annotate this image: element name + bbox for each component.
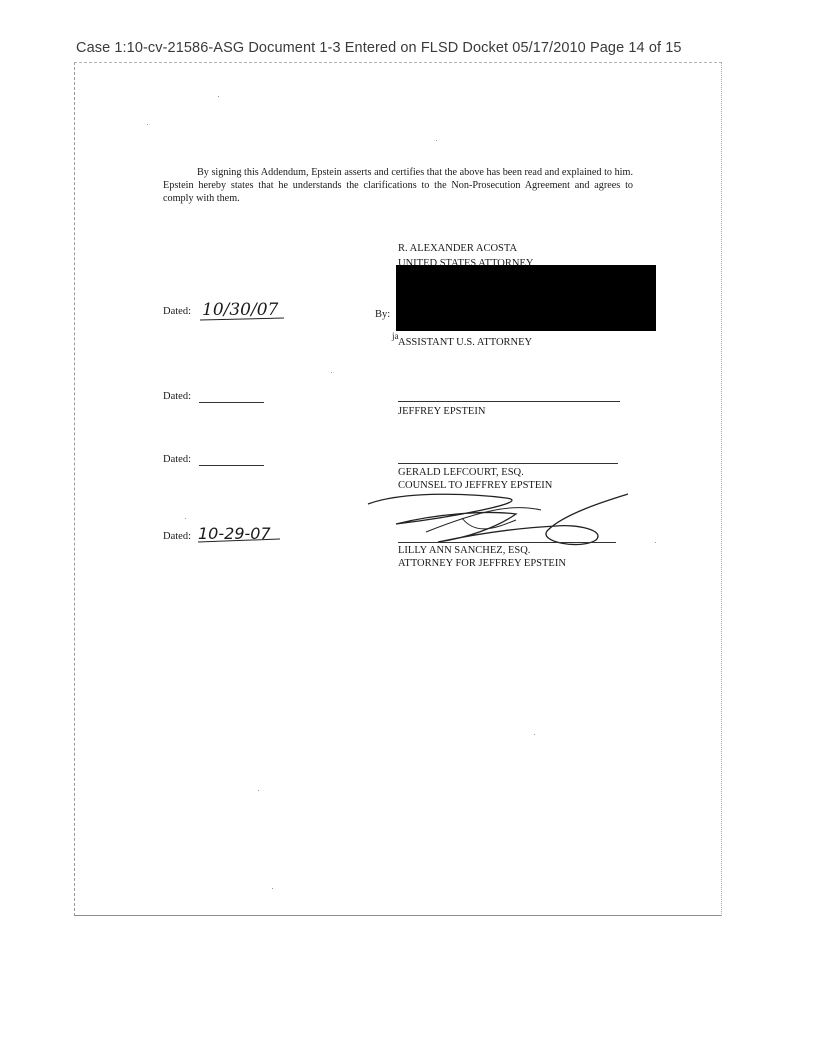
signature-mark: ja xyxy=(392,331,399,341)
scan-speck xyxy=(331,372,332,373)
sanchez-signature-ink xyxy=(366,488,636,548)
handwritten-date-1 xyxy=(198,296,290,327)
redaction-edge xyxy=(653,298,656,330)
lefcourt-signature-line xyxy=(398,463,618,464)
handwritten-date-1-text: 10/30/07 xyxy=(202,300,279,320)
by-label: By: xyxy=(375,309,391,320)
scan-speck xyxy=(534,734,535,735)
us-attorney-name: R. ALEXANDER ACOSTA xyxy=(398,243,518,254)
handwritten-date-1-ink xyxy=(198,296,290,322)
date-line-3 xyxy=(199,465,264,466)
ausa-title: ASSISTANT U.S. ATTORNEY xyxy=(398,337,533,348)
lefcourt-name: GERALD LEFCOURT, ESQ. xyxy=(398,467,524,478)
us-attorney-title: UNITED STATES ATTORNEY xyxy=(398,258,534,265)
certification-paragraph: By signing this Addendum, Epstein asserts and certifies that the above has been read and explained to him. Epstein hereby states that he understands the clarifications to the Non-Prosecution Agreement and agrees to comply with them. xyxy=(163,167,633,204)
scan-speck xyxy=(272,888,273,889)
dated-label-3: Dated: xyxy=(163,454,191,465)
sanchez-name: LILLY ANN SANCHEZ, ESQ. xyxy=(398,545,531,556)
epstein-name: JEFFREY EPSTEIN xyxy=(398,406,486,417)
dated-label-2: Dated: xyxy=(163,391,191,402)
scan-speck xyxy=(185,518,186,519)
date-line-2 xyxy=(199,402,264,403)
scan-speck xyxy=(218,96,219,97)
epstein-signature-line xyxy=(398,401,620,402)
scan-speck xyxy=(655,542,656,543)
handwritten-date-4-text: 10-29-07 xyxy=(198,524,271,543)
docket-header: Case 1:10-cv-21586-ASG Document 1-3 Entered on FLSD Docket 05/17/2010 Page 14 of 15 xyxy=(76,40,682,56)
handwritten-date-4 xyxy=(194,520,290,551)
redaction-box xyxy=(396,265,656,331)
dated-label-4: Dated: xyxy=(163,531,191,542)
scan-speck xyxy=(147,124,148,125)
scan-speck xyxy=(258,790,259,791)
lefcourt-title: COUNSEL TO JEFFREY EPSTEIN xyxy=(398,480,553,491)
sanchez-signature xyxy=(366,488,636,553)
scan-speck xyxy=(436,140,437,141)
sanchez-signature-line xyxy=(398,542,616,543)
dated-label-1: Dated: xyxy=(163,306,191,317)
handwritten-date-4-ink xyxy=(194,520,290,546)
sanchez-title: ATTORNEY FOR JEFFREY EPSTEIN xyxy=(398,558,566,569)
